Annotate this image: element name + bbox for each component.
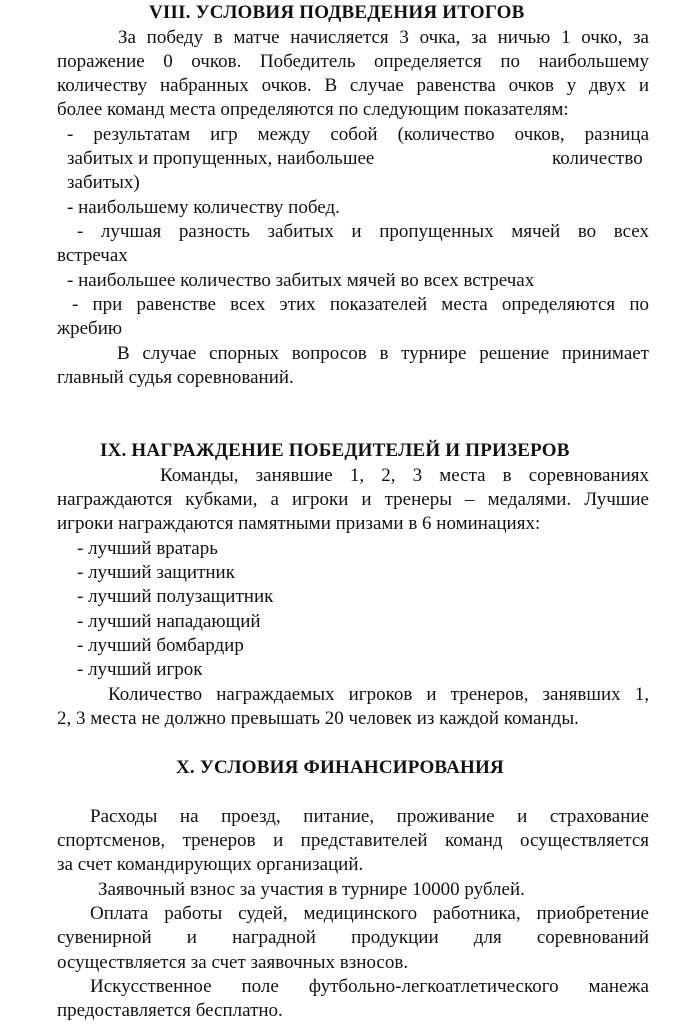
section-8-line: В случае спорных вопросов в турнире решение принимает [117, 343, 649, 364]
award-list-item: - лучший бомбардир [77, 635, 244, 656]
section-9-line: Количество награждаемых игроков и тренеров, занявших 1, [108, 684, 649, 705]
award-list-item: - лучший вратарь [77, 538, 218, 559]
section-8-line: забитых и пропущенных, наибольшее [67, 148, 375, 169]
section-8-line: - наибольшее количество забитых мячей во всех встречах [67, 270, 535, 291]
section-8-line: жребию [57, 318, 123, 339]
section-10-line: предоставляется бесплатно. [57, 1000, 283, 1021]
section-8-line: поражение 0 очков. Победитель определяется по наибольшему [57, 51, 649, 72]
section-10-line: сувенирной и наградной продукции для соревнований [57, 927, 649, 948]
award-list-item: - лучший полузащитник [77, 586, 274, 607]
section-10-line: за счет командирующих организаций. [57, 854, 364, 875]
section-10-line: Расходы на проезд, питание, проживание и страхование [90, 806, 649, 827]
section-8-line: количеству набранных очков. В случае равенства очков у двух и [57, 75, 649, 96]
section-8-line: - лучшая разность забитых и пропущенных мячей во всех [77, 221, 649, 242]
section-8-title: VIII. УСЛОВИЯ ПОДВЕДЕНИЯ ИТОГОВ [149, 2, 525, 23]
section-10-line: Искусственное поле футбольно-легкоатлетического манежа [90, 976, 649, 997]
section-8-line: За победу в матче начисляется 3 очка, за ничью 1 очко, за [118, 27, 649, 48]
section-9-line: награждаются кубками, а игроки и тренеры – медалями. Лучшие [57, 489, 649, 510]
section-9-title: IX. НАГРАЖДЕНИЕ ПОБЕДИТЕЛЕЙ И ПРИЗЕРОВ [100, 440, 570, 461]
section-8-line: встречах [57, 245, 128, 266]
section-10-title: X. УСЛОВИЯ ФИНАНСИРОВАНИЯ [176, 757, 504, 778]
section-8-line: количество [552, 148, 643, 169]
section-9-line: 2, 3 места не должно превышать 20 человек из каждой команды. [57, 708, 579, 729]
section-10-line: спортсменов, тренеров и представителей команд осуществляется [57, 830, 649, 851]
section-8-line: - результатам игр между собой (количество очков, разница [67, 124, 649, 145]
section-10-line: осуществляется за счет заявочных взносов. [57, 952, 409, 973]
section-8-line: - при равенстве всех этих показателей места определяются по [72, 294, 649, 315]
section-10-line: Заявочный взнос за участия в турнире 10000 рублей. [98, 879, 525, 900]
award-list-item: - лучший защитник [77, 562, 235, 583]
section-8-line: более команд места определяются по следующим показателям: [57, 99, 569, 120]
section-8-line: главный судья соревнований. [57, 367, 294, 388]
section-8-line: забитых) [67, 172, 140, 193]
section-10-line: Оплата работы судей, медицинского работника, приобретение [90, 903, 649, 924]
section-9-line: Команды, занявшие 1, 2, 3 места в соревнованиях [160, 465, 649, 486]
section-8-line: - наибольшему количеству побед. [67, 197, 340, 218]
award-list-item: - лучший нападающий [77, 611, 261, 632]
award-list-item: - лучший игрок [77, 659, 203, 680]
section-9-line: игроки награждаются памятными призами в 6 номинациях: [57, 513, 541, 534]
